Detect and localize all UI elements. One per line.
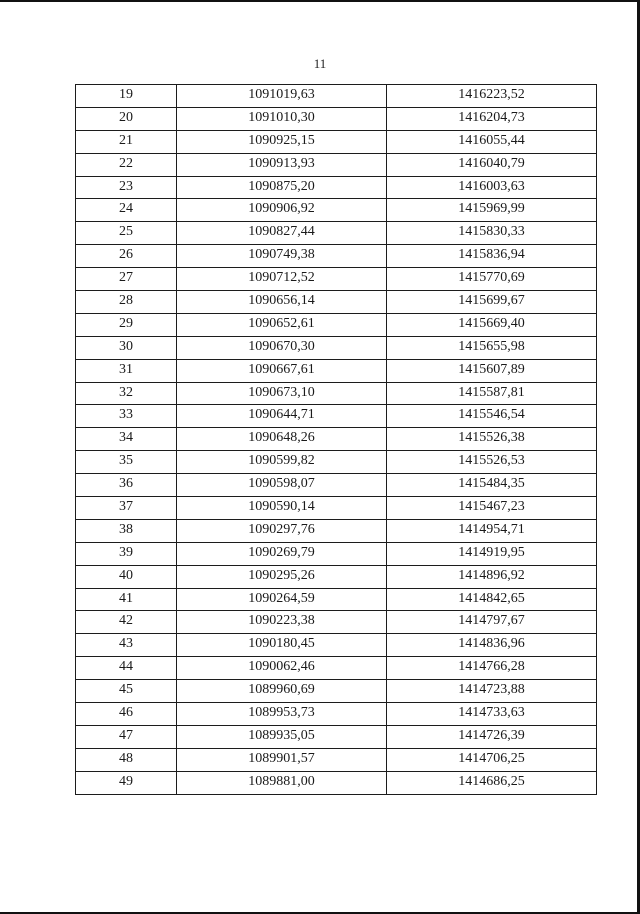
table-row bbox=[76, 703, 597, 726]
cell-text: 32 bbox=[119, 384, 133, 400]
cell-text: 1090180,45 bbox=[248, 636, 315, 652]
cell-text: 30 bbox=[119, 338, 133, 354]
y-coordinate-cell bbox=[387, 588, 597, 611]
coordinates-table bbox=[75, 84, 597, 795]
point-number-cell bbox=[76, 725, 177, 748]
point-number-cell bbox=[76, 474, 177, 497]
cell-text: 1414919,95 bbox=[458, 544, 525, 560]
y-coordinate-cell bbox=[387, 771, 597, 794]
point-number-cell bbox=[76, 771, 177, 794]
table-row bbox=[76, 748, 597, 771]
x-coordinate-cell bbox=[177, 771, 387, 794]
cell-text: 1415587,81 bbox=[458, 384, 525, 400]
point-number-cell bbox=[76, 588, 177, 611]
cell-text: 1415969,99 bbox=[458, 201, 525, 217]
x-coordinate-cell bbox=[177, 657, 387, 680]
cell-text: 48 bbox=[119, 750, 133, 766]
y-coordinate-cell bbox=[387, 519, 597, 542]
y-coordinate-cell bbox=[387, 222, 597, 245]
point-number-cell bbox=[76, 542, 177, 565]
y-coordinate-cell bbox=[387, 313, 597, 336]
cell-text: 34 bbox=[119, 430, 133, 446]
cell-text: 1090656,14 bbox=[248, 293, 315, 309]
table-row bbox=[76, 245, 597, 268]
x-coordinate-cell bbox=[177, 153, 387, 176]
cell-text: 1090875,20 bbox=[248, 178, 315, 194]
point-number-cell bbox=[76, 153, 177, 176]
cell-text: 1414726,39 bbox=[458, 727, 525, 743]
cell-text: 1090712,52 bbox=[248, 270, 315, 286]
cell-text: 1090269,79 bbox=[248, 544, 315, 560]
cell-text: 1090670,30 bbox=[248, 338, 315, 354]
cell-text: 1416040,79 bbox=[458, 155, 525, 171]
cell-text: 45 bbox=[119, 682, 133, 698]
x-coordinate-cell bbox=[177, 611, 387, 634]
x-coordinate-cell bbox=[177, 405, 387, 428]
cell-text: 1414686,25 bbox=[458, 773, 525, 789]
point-number-cell bbox=[76, 291, 177, 314]
cell-text: 1415669,40 bbox=[458, 315, 525, 331]
x-coordinate-cell bbox=[177, 497, 387, 520]
point-number-cell bbox=[76, 245, 177, 268]
table-row bbox=[76, 359, 597, 382]
cell-text: 1414723,88 bbox=[458, 682, 525, 698]
point-number-cell bbox=[76, 680, 177, 703]
table-row bbox=[76, 176, 597, 199]
y-coordinate-cell bbox=[387, 657, 597, 680]
cell-text: 1090749,38 bbox=[248, 247, 315, 263]
point-number-cell bbox=[76, 703, 177, 726]
cell-text: 44 bbox=[119, 659, 133, 675]
cell-text: 1414954,71 bbox=[458, 521, 525, 537]
table-row bbox=[76, 405, 597, 428]
cell-text: 1089960,69 bbox=[248, 682, 315, 698]
x-coordinate-cell bbox=[177, 680, 387, 703]
cell-text: 1090297,76 bbox=[248, 521, 315, 537]
table-row bbox=[76, 680, 597, 703]
table-row bbox=[76, 85, 597, 108]
x-coordinate-cell bbox=[177, 222, 387, 245]
cell-text: 38 bbox=[119, 521, 133, 537]
x-coordinate-cell bbox=[177, 245, 387, 268]
cell-text: 1091019,63 bbox=[248, 87, 315, 102]
cell-text: 24 bbox=[119, 201, 133, 217]
x-coordinate-cell bbox=[177, 130, 387, 153]
cell-text: 1090652,61 bbox=[248, 315, 315, 331]
point-number-cell bbox=[76, 107, 177, 130]
x-coordinate-cell bbox=[177, 336, 387, 359]
cell-text: 1090648,26 bbox=[248, 430, 315, 446]
cell-text: 1090264,59 bbox=[248, 590, 315, 606]
cell-text: 1090667,61 bbox=[248, 361, 315, 377]
point-number-cell bbox=[76, 199, 177, 222]
cell-text: 1416055,44 bbox=[458, 132, 525, 148]
x-coordinate-cell bbox=[177, 565, 387, 588]
x-coordinate-cell bbox=[177, 748, 387, 771]
y-coordinate-cell bbox=[387, 336, 597, 359]
cell-text: 36 bbox=[119, 476, 133, 492]
x-coordinate-cell bbox=[177, 268, 387, 291]
cell-text: 1089881,00 bbox=[248, 773, 315, 789]
point-number-cell bbox=[76, 382, 177, 405]
table-row bbox=[76, 542, 597, 565]
table-row bbox=[76, 130, 597, 153]
cell-text: 1415607,89 bbox=[458, 361, 525, 377]
point-number-cell bbox=[76, 336, 177, 359]
cell-text: 1414842,65 bbox=[458, 590, 525, 606]
table-row bbox=[76, 153, 597, 176]
cell-text: 1090906,92 bbox=[248, 201, 315, 217]
cell-text: 40 bbox=[119, 567, 133, 583]
cell-text: 25 bbox=[119, 224, 133, 240]
cell-text: 37 bbox=[119, 499, 133, 515]
x-coordinate-cell bbox=[177, 634, 387, 657]
x-coordinate-cell bbox=[177, 85, 387, 108]
y-coordinate-cell bbox=[387, 291, 597, 314]
cell-text: 1415836,94 bbox=[458, 247, 525, 263]
cell-text: 1415830,33 bbox=[458, 224, 525, 240]
x-coordinate-cell bbox=[177, 428, 387, 451]
y-coordinate-cell bbox=[387, 85, 597, 108]
table-row bbox=[76, 451, 597, 474]
cell-text: 43 bbox=[119, 636, 133, 652]
table-row bbox=[76, 657, 597, 680]
y-coordinate-cell bbox=[387, 405, 597, 428]
y-coordinate-cell bbox=[387, 703, 597, 726]
table-row bbox=[76, 428, 597, 451]
cell-text: 41 bbox=[119, 590, 133, 606]
point-number-cell bbox=[76, 748, 177, 771]
cell-text: 1414896,92 bbox=[458, 567, 525, 583]
y-coordinate-cell bbox=[387, 474, 597, 497]
x-coordinate-cell bbox=[177, 588, 387, 611]
cell-text: 1090599,82 bbox=[248, 453, 315, 469]
y-coordinate-cell bbox=[387, 680, 597, 703]
point-number-cell bbox=[76, 565, 177, 588]
cell-text: 1090925,15 bbox=[248, 132, 315, 148]
x-coordinate-cell bbox=[177, 359, 387, 382]
table-row bbox=[76, 336, 597, 359]
cell-text: 1089935,05 bbox=[248, 727, 315, 743]
cell-text: 49 bbox=[119, 773, 133, 789]
y-coordinate-cell bbox=[387, 497, 597, 520]
table-row bbox=[76, 382, 597, 405]
point-number-cell bbox=[76, 359, 177, 382]
cell-text: 35 bbox=[119, 453, 133, 469]
cell-text: 1414733,63 bbox=[458, 705, 525, 721]
point-number-cell bbox=[76, 519, 177, 542]
cell-text: 28 bbox=[119, 293, 133, 309]
cell-text: 1090295,26 bbox=[248, 567, 315, 583]
cell-text: 1415526,53 bbox=[458, 453, 525, 469]
point-number-cell bbox=[76, 85, 177, 108]
point-number-cell bbox=[76, 428, 177, 451]
table-row bbox=[76, 474, 597, 497]
table-row bbox=[76, 291, 597, 314]
cell-text: 1090827,44 bbox=[248, 224, 315, 240]
y-coordinate-cell bbox=[387, 268, 597, 291]
y-coordinate-cell bbox=[387, 725, 597, 748]
point-number-cell bbox=[76, 405, 177, 428]
cell-text: 20 bbox=[119, 109, 133, 125]
y-coordinate-cell bbox=[387, 382, 597, 405]
page-number: 11 bbox=[313, 56, 327, 71]
cell-text: 1415546,54 bbox=[458, 407, 525, 423]
table-row bbox=[76, 222, 597, 245]
cell-text: 1415655,98 bbox=[458, 338, 525, 354]
cell-text: 1416204,73 bbox=[458, 109, 525, 125]
table-row bbox=[76, 771, 597, 794]
y-coordinate-cell bbox=[387, 748, 597, 771]
x-coordinate-cell bbox=[177, 474, 387, 497]
x-coordinate-cell bbox=[177, 199, 387, 222]
y-coordinate-cell bbox=[387, 107, 597, 130]
y-coordinate-cell bbox=[387, 542, 597, 565]
y-coordinate-cell bbox=[387, 176, 597, 199]
cell-text: 1416003,63 bbox=[458, 178, 525, 194]
x-coordinate-cell bbox=[177, 313, 387, 336]
cell-text: 47 bbox=[119, 727, 133, 743]
cell-text: 1090644,71 bbox=[248, 407, 315, 423]
cell-text: 42 bbox=[119, 613, 133, 629]
x-coordinate-cell bbox=[177, 382, 387, 405]
table-row bbox=[76, 725, 597, 748]
y-coordinate-cell bbox=[387, 611, 597, 634]
point-number-cell bbox=[76, 222, 177, 245]
cell-text: 1090590,14 bbox=[248, 499, 315, 515]
table-row bbox=[76, 199, 597, 222]
y-coordinate-cell bbox=[387, 130, 597, 153]
point-number-cell bbox=[76, 176, 177, 199]
y-coordinate-cell bbox=[387, 428, 597, 451]
cell-text: 1415526,38 bbox=[458, 430, 525, 446]
y-coordinate-cell bbox=[387, 153, 597, 176]
x-coordinate-cell bbox=[177, 176, 387, 199]
table-row bbox=[76, 268, 597, 291]
table-row bbox=[76, 313, 597, 336]
y-coordinate-cell bbox=[387, 199, 597, 222]
x-coordinate-cell bbox=[177, 291, 387, 314]
table-row bbox=[76, 634, 597, 657]
y-coordinate-cell bbox=[387, 565, 597, 588]
point-number-cell bbox=[76, 130, 177, 153]
cell-text: 1089953,73 bbox=[248, 705, 315, 721]
point-number-cell bbox=[76, 634, 177, 657]
cell-text: 1414836,96 bbox=[458, 636, 525, 652]
cell-text: 1414766,28 bbox=[458, 659, 525, 675]
x-coordinate-cell bbox=[177, 107, 387, 130]
cell-text: 1415484,35 bbox=[458, 476, 525, 492]
cell-text: 1415467,23 bbox=[458, 499, 525, 515]
point-number-cell bbox=[76, 611, 177, 634]
cell-text: 1090598,07 bbox=[248, 476, 315, 492]
cell-text: 1415770,69 bbox=[458, 270, 525, 286]
x-coordinate-cell bbox=[177, 451, 387, 474]
cell-text: 22 bbox=[119, 155, 133, 171]
table-row bbox=[76, 588, 597, 611]
cell-text: 1416223,52 bbox=[458, 87, 525, 102]
cell-text: 27 bbox=[119, 270, 133, 286]
table-row bbox=[76, 497, 597, 520]
cell-text: 1414797,67 bbox=[458, 613, 525, 629]
cell-text: 1090673,10 bbox=[248, 384, 315, 400]
coordinates-table-body bbox=[76, 85, 597, 795]
table-row bbox=[76, 519, 597, 542]
cell-text: 29 bbox=[119, 315, 133, 331]
cell-text: 39 bbox=[119, 544, 133, 560]
cell-text: 21 bbox=[119, 132, 133, 148]
cell-text: 1090913,93 bbox=[248, 155, 315, 171]
y-coordinate-cell bbox=[387, 634, 597, 657]
cell-text: 46 bbox=[119, 705, 133, 721]
point-number-cell bbox=[76, 657, 177, 680]
cell-text: 23 bbox=[119, 178, 133, 194]
x-coordinate-cell bbox=[177, 542, 387, 565]
point-number-cell bbox=[76, 497, 177, 520]
cell-text: 1091010,30 bbox=[248, 109, 315, 125]
cell-text: 1089901,57 bbox=[248, 750, 315, 766]
table-row bbox=[76, 611, 597, 634]
x-coordinate-cell bbox=[177, 725, 387, 748]
cell-text: 1415699,67 bbox=[458, 293, 525, 309]
point-number-cell bbox=[76, 313, 177, 336]
y-coordinate-cell bbox=[387, 245, 597, 268]
x-coordinate-cell bbox=[177, 703, 387, 726]
cell-text: 1414706,25 bbox=[458, 750, 525, 766]
x-coordinate-cell bbox=[177, 519, 387, 542]
point-number-cell bbox=[76, 451, 177, 474]
cell-text: 1090062,46 bbox=[248, 659, 315, 675]
cell-text: 33 bbox=[119, 407, 133, 423]
point-number-cell bbox=[76, 268, 177, 291]
cell-text: 19 bbox=[119, 87, 133, 102]
cell-text: 26 bbox=[119, 247, 133, 263]
cell-text: 1090223,38 bbox=[248, 613, 315, 629]
y-coordinate-cell bbox=[387, 359, 597, 382]
cell-text: 31 bbox=[119, 361, 133, 377]
table-row bbox=[76, 565, 597, 588]
y-coordinate-cell bbox=[387, 451, 597, 474]
table-row bbox=[76, 107, 597, 130]
